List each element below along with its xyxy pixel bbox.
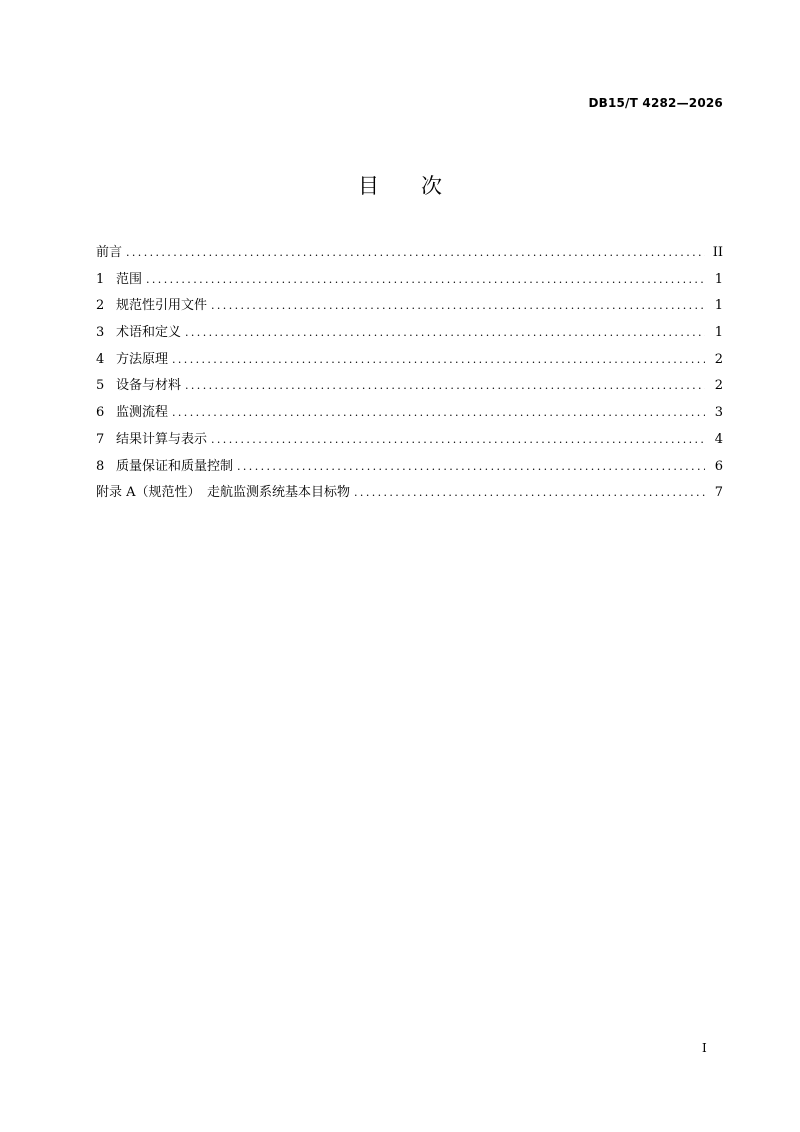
toc-leader-dots: [126, 243, 705, 263]
toc-entry-page: II: [712, 245, 723, 260]
page-title: 目次: [358, 174, 484, 198]
toc-leader-dots: [211, 430, 705, 450]
toc-leader-dots: [237, 457, 705, 477]
toc-entry-page: 2: [714, 351, 723, 367]
toc-entry-page: 4: [714, 431, 723, 447]
toc-entry-number: 7: [96, 431, 105, 447]
toc-entry-label: 质量保证和质量控制: [116, 458, 234, 474]
toc-entry[interactable]: [96, 403, 723, 430]
toc-entry-number: 4: [96, 351, 105, 367]
toc-leader-dots: [185, 376, 705, 396]
toc-entry-page: 1: [714, 325, 723, 341]
toc-leader-dots: [354, 483, 705, 503]
toc-entry-label: 方法原理: [116, 351, 169, 367]
toc-entry-label: 附录 A（规范性） 走航监测系统基本目标物: [96, 485, 351, 501]
toc-entry-number: 5: [96, 378, 105, 394]
toc-entry-label: 术语和定义: [116, 325, 182, 341]
toc-entry-number: 3: [96, 325, 105, 341]
toc-entry-page: 1: [714, 298, 723, 314]
toc-entry[interactable]: [96, 243, 723, 270]
toc-entry-label: 范围: [116, 271, 143, 287]
toc-entry-page: 6: [714, 458, 723, 474]
toc-entry[interactable]: [96, 270, 723, 297]
toc-entry-page: 3: [714, 405, 723, 421]
toc-entry-label: 规范性引用文件: [116, 298, 208, 314]
toc-entry[interactable]: [96, 430, 723, 457]
toc-entry-label: 前言: [96, 245, 123, 260]
page-number: I: [702, 1041, 707, 1055]
toc-entry[interactable]: [96, 457, 723, 484]
toc-entry[interactable]: [96, 376, 723, 403]
toc-entry[interactable]: [96, 350, 723, 377]
table-of-contents: [96, 243, 723, 510]
toc-entry-page: 2: [714, 378, 723, 394]
toc-entry-page: 7: [714, 485, 723, 501]
toc-entry-number: 8: [96, 458, 105, 474]
toc-entry[interactable]: [96, 323, 723, 350]
toc-entry[interactable]: [96, 296, 723, 323]
toc-entry-label: 设备与材料: [116, 378, 182, 394]
toc-leader-dots: [146, 270, 705, 290]
toc-entry-number: 6: [96, 405, 105, 421]
toc-leader-dots: [172, 350, 705, 370]
toc-entry-number: 2: [96, 298, 105, 314]
toc-entry-label: 监测流程: [116, 405, 169, 421]
toc-leader-dots: [185, 323, 705, 343]
toc-leader-dots: [211, 296, 705, 316]
toc-leader-dots: [172, 403, 705, 423]
toc-entry-page: 1: [714, 271, 723, 287]
toc-entry-label: 结果计算与表示: [116, 431, 208, 447]
toc-entry-number: 1: [96, 271, 105, 287]
document-code: DB15/T 4282—2026: [588, 96, 723, 110]
toc-entry[interactable]: [96, 483, 723, 510]
